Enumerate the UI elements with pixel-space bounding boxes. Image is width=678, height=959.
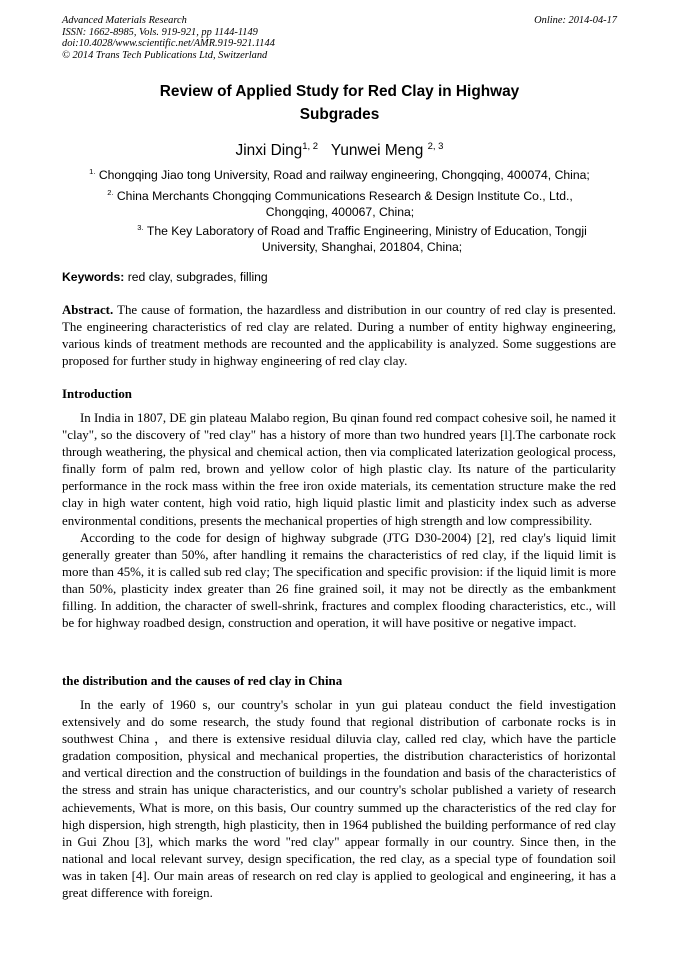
affiliation-1-line-1: Chongqing Jiao tong University, Road and railway engineering, Chongqing, 400074, China; bbox=[98, 168, 590, 183]
affiliation-2-mark: 2. bbox=[107, 188, 114, 197]
author-1-affiliation-marks: 1, 2 bbox=[302, 141, 319, 152]
keywords bbox=[62, 270, 268, 284]
keywords-text: red clay, subgrades, filling bbox=[127, 270, 268, 284]
author-1-name: Jinxi Ding bbox=[235, 142, 303, 160]
affiliation-2-line-1: China Merchants Chongqing Communications Research & Design Institute Co., Ltd., bbox=[116, 189, 573, 204]
title-line-2: Subgrades bbox=[299, 106, 380, 123]
affiliation-2-line-2: Chongqing, 400067, China; bbox=[265, 204, 415, 219]
abstract-text: The cause of formation, the hazardless and distribution in our country of red clay is presented. The engineering characteristics of red clay are related. During a number of entity highway engineering, various kinds of treatment methods are recounted and the applicability is analyzed. Some suggestions are proposed for further study in highway engineering of red clay clay. bbox=[62, 303, 616, 369]
keywords-label: Keywords: bbox=[62, 270, 125, 284]
abstract-label: Abstract. bbox=[62, 303, 114, 317]
author-2-affiliation-marks: 2, 3 bbox=[427, 141, 444, 152]
abstract bbox=[62, 302, 616, 370]
copyright-line: © 2014 Trans Tech Publications Ltd, Switzerland bbox=[62, 49, 268, 61]
journal-name: Advanced Materials Research bbox=[62, 15, 187, 26]
affiliation-2 bbox=[80, 185, 600, 220]
affiliation-3-line-2: University, Shanghai, 201804, China; bbox=[261, 239, 463, 254]
doi-line: doi:10.4028/www.scientific.net/AMR.919-921.1144 bbox=[62, 38, 275, 50]
affiliation-1 bbox=[62, 164, 617, 184]
introduction-body bbox=[62, 410, 616, 632]
issn-line: ISSN: 1662-8985, Vols. 919-921, pp 1144-1149 bbox=[62, 26, 258, 38]
affiliation-3-line-1: The Key Laboratory of Road and Traffic Engineering, Ministry of Education, Tongji bbox=[146, 224, 587, 239]
introduction-paragraph-1: In India in 1807, DE gin plateau Malabo region, Bu qinan found red compact cohesive soil, he named it "clay", so the discovery of "red clay" has a history of more than two hundred years [l].The carbonate rock through weathering, the physical and chemical action, then via complicated laterization geological process, finally form of palm red, brown and yellow color of high plastic clay. Its nature of the particularity performance in the rock mass within the free iron oxide materials, its cementation structure make the red clay in high water content, high void ratio, high liquid plastic limit and plasticity index such as adverse environmental conditions, presents the mechanical properties of high strength and low compressibility. bbox=[62, 411, 616, 528]
title-line-1: Review of Applied Study for Red Clay in Highway bbox=[159, 83, 520, 100]
affiliation-1-mark: 1. bbox=[89, 167, 96, 176]
author-list bbox=[62, 137, 617, 161]
paper-title bbox=[62, 80, 617, 126]
section-heading-distribution: the distribution and the causes of red clay in China bbox=[62, 674, 343, 688]
journal-header bbox=[62, 15, 617, 61]
section-heading-introduction: Introduction bbox=[62, 387, 132, 401]
distribution-paragraph-1: In the early of 1960 s, our country's scholar in yun gui plateau conduct the field investigation extensively and do some research, the study found that regional distribution of carbonate rocks is in southwest China ，and there is extensive residual diluvia clay, called red clay, which have the particle gradation composition, physical and mechanical properties, the distribution characteristics of horizontal and vertical direction and the construction of buildings in the foundation and basis of the characteristics of the stress and strain has unique characteristics, and our country's scholar published a variety of research achievements, What is more, on this basis, Our country summed up the characteristics of the red clay for high dispersion, high strength, high plasticity, then in 1964 published the building performance of red clay in Gui Zhou [3], which marks the word "red clay" appear formally in our country. Since then, in the national and local relevant survey, design specification, the red clay, as a special type of foundation soil was in taken [4]. Our main areas of research on red clay is applied to geological and engineering, it has a great difference with foreign. bbox=[62, 698, 616, 901]
online-date: Online: 2014-04-17 bbox=[534, 15, 617, 26]
author-2-name: Yunwei Meng bbox=[330, 142, 424, 160]
affiliation-3-mark: 3. bbox=[137, 223, 144, 232]
affiliation-3 bbox=[112, 220, 612, 255]
distribution-body bbox=[62, 697, 616, 902]
introduction-paragraph-2: According to the code for design of highway subgrade (JTG D30-2004) [2], red clay's liquid limit generally greater than 50%, after handling it remains the characteristics of red clay, if the liquid limit is more than 45%, it is called sub red clay; The specification and specific provision: if the liquid limit is more than 50%, plasticity index greater than 26 fine grained soil, it may not be directly as the embankment filling. In addition, the character of swell-shrink, fractures and complex flooding characteristics, etc., will be for highway roadbed design, construction and operation, it will have positive or negative impact. bbox=[62, 530, 616, 631]
